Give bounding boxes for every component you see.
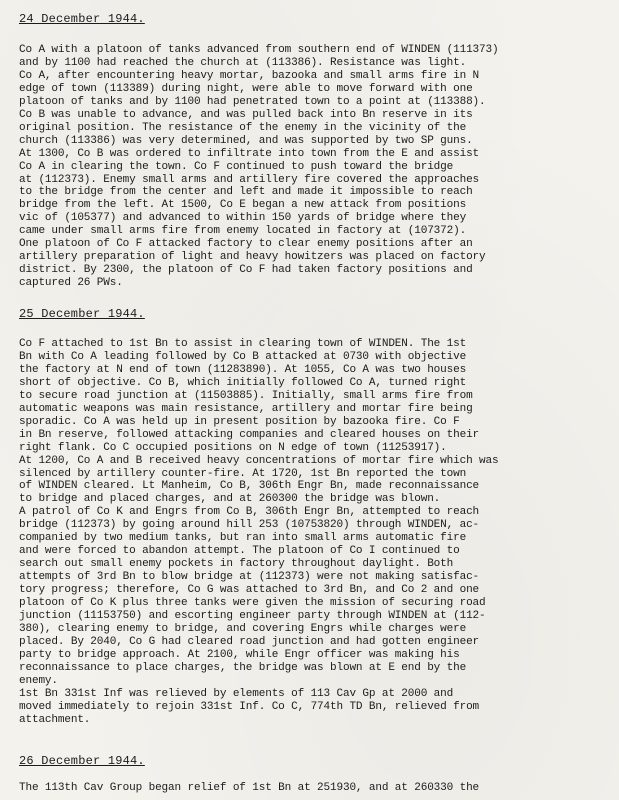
section-body-26-december <box>19 782 617 795</box>
section-heading-25-december <box>19 307 617 321</box>
paragraph-text: Co A with a platoon of tanks advanced from southern end of WINDEN (111373) and by 1100 had reached the church at (113386). Resistance was light. Co A, after encountering heavy mortar, bazooka and small arms fire in N edge of town (113389) during night, were able to move forward with one platoon of tanks and by 1100 had penetrated town to a point at (113388). Co B was unable to advance, and was pulled back into Bn reserve in its original position. The resistance of the enemy in the vicinity of the church (113386) was very determined, and was supported by two SP guns. At 1300, Co B was ordered to infiltrate into town from the E and assist Co A in clearing the town. Co F continued to push toward the bridge at (112373). Enemy small arms and artillery fire covered the approaches to the bridge from the center and left and made it impossible to reach bridge from the left. At 1500, Co E began a new attack from positions vic of (105377) and advanced to within 150 yards of bridge where they came under small arms fire from enemy located in factory at (107372). One platoon of Co F attacked factory to clear enemy positions after an artillery preparation of light and heavy howitzers was placed on factory district. By 2300, the platoon of Co F had taken factory positions and captured 26 PWs. <box>19 44 499 290</box>
date-heading: 26 December 1944. <box>19 754 145 768</box>
section-heading-26-december <box>19 754 617 768</box>
section-heading-24-december <box>19 12 617 26</box>
paragraph-text: The 113th Cav Group began relief of 1st Bn at 251930, and at 260330 the <box>19 782 480 794</box>
date-heading: 25 December 1944. <box>19 307 145 321</box>
date-heading: 24 December 1944. <box>19 12 145 26</box>
section-body-25-december <box>19 338 617 727</box>
paragraph-text: Co F attached to 1st Bn to assist in clearing town of WINDEN. The 1st Bn with Co A leading followed by Co B attacked at 0730 with objective the factory at N end of town (11283890). At 1055, Co A was two houses short of objective. Co B, which initially followed Co A, turned right to secure road junction at (11503885). Initially, small arms fire from automatic weapons was main resistance, artillery and mortar fire being sporadic. Co A was held up in present position by bazooka fire. Co F in Bn reserve, followed attacking companies and cleared houses on their right flank. Co C occupied positions on N edge of town (11253917). At 1200, Co A and B received heavy concentrations of mortar fire which was silenced by artillery counter-fire. At 1720, 1st Bn reported the town of WINDEN cleared. Lt Manheim, Co B, 306th Engr Bn, made reconnaissance to bridge and placed charges, and at 260300 the bridge was blown. A patrol of Co K and Engrs from Co B, 306th Engr Bn, attempted to reach bridge (112373) by going around hill 253 (10753820) through WINDEN, ac- companied by two medium tanks, but ran into small arms automatic fire and were forced to abandon attempt. The platoon of Co I continued to search out small enemy pockets in factory throughout daylight. Both attempts of 3rd Bn to blow bridge at (112373) were not making satisfac- tory progress; therefore, Co G was attached to 3rd Bn, and Co 2 and one platoon of Co K plus three tanks were given the mission of securing road junction (11153750) and escorting engineer party through WINDEN at (112- 380), clearing enemy to bridge, and covering Engrs while charges were placed. By 2040, Co G had cleared road junction and had gotten engineer party to bridge approach. At 2100, while Engr officer was making his reconnaissance to place charges, the bridge was blown at E end by the enemy. 1st Bn 331st Inf was relieved by elements of 113 Cav Gp at 2000 and moved immediately to rejoin 331st Inf. Co C, 774th TD Bn, relieved from attachment. <box>19 338 499 726</box>
section-body-24-december <box>19 44 617 290</box>
